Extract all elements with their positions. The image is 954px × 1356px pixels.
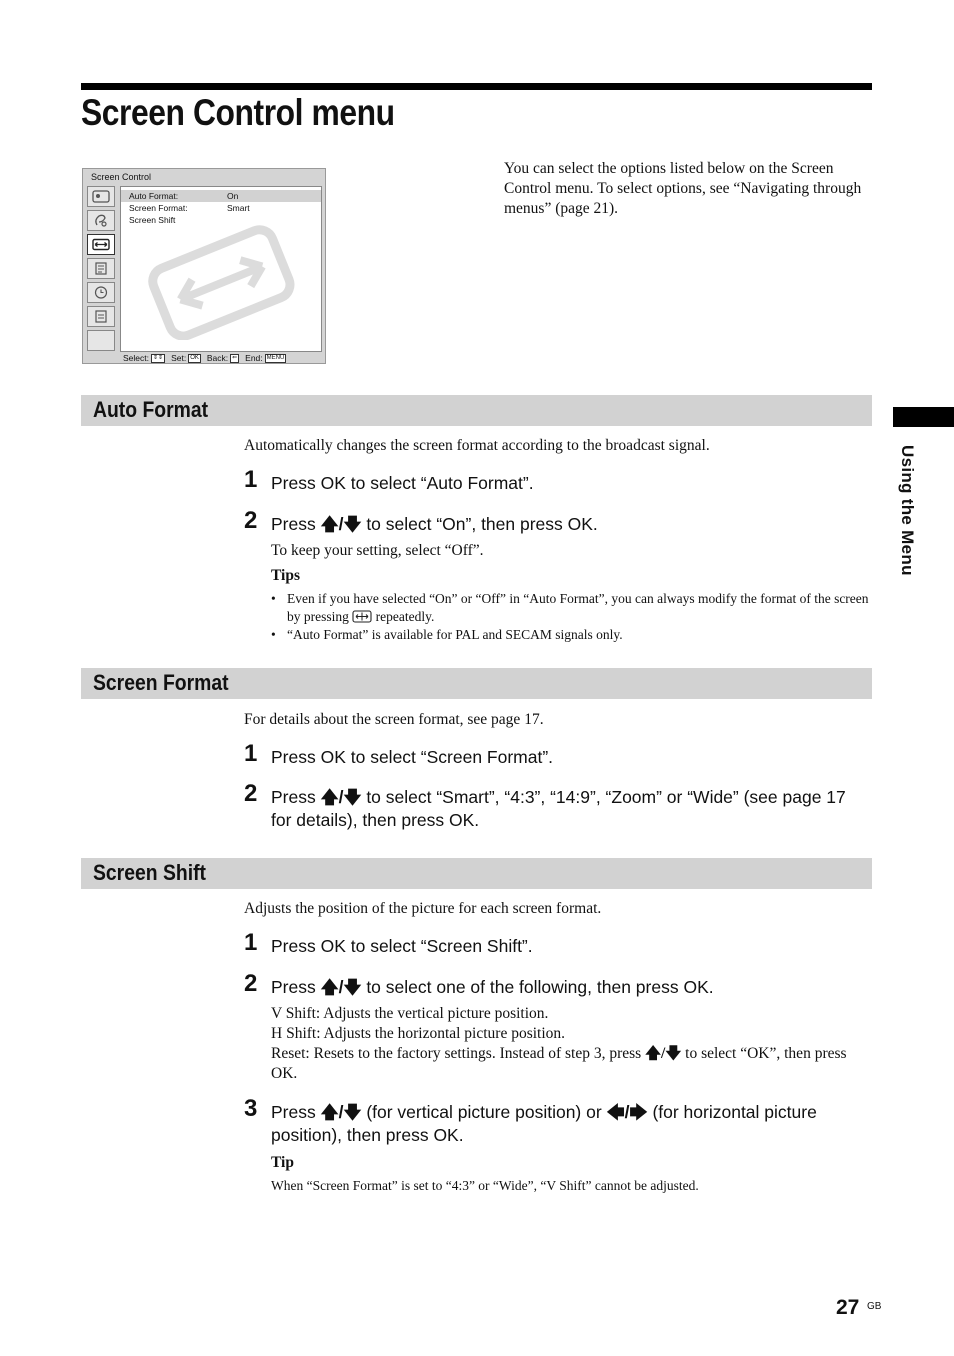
wide-mode-button-icon	[352, 610, 372, 623]
option-text-part: to select “OK”, then press OK.	[271, 1045, 847, 1082]
menu-row-label: Auto Format:	[129, 191, 179, 201]
menu-row-auto-format	[121, 190, 321, 202]
up-down-arrows-icon: 🡅/🡇	[320, 1102, 362, 1122]
step-text	[271, 976, 871, 999]
step-number: 1	[244, 929, 258, 956]
up-down-arrows-icon: 🡅/🡇	[320, 514, 362, 534]
tip-text: “Auto Format” is available for PAL and SECAM signals only.	[287, 627, 623, 642]
screen-control-icon	[87, 234, 115, 255]
tip-heading: Tip	[271, 1154, 294, 1171]
up-down-arrows-icon: 🡅/🡇	[320, 977, 362, 997]
screen-shift-description: Adjusts the position of the picture for each screen format.	[244, 900, 602, 917]
tip-item	[271, 590, 871, 626]
menu-key-icon: MENU	[266, 355, 285, 362]
step-text	[271, 1101, 871, 1147]
section-heading: Screen Format	[93, 670, 229, 695]
side-tab-marker	[893, 407, 954, 427]
pc-settings-icon	[87, 306, 115, 327]
up-down-arrows-icon: 🡅/🡇	[320, 787, 362, 807]
page-title: Screen Control menu	[81, 92, 395, 133]
step-text-part: to select “Smart”, “4:3”, “14:9”, “Zoom” or “Wide” (see page 17 for details), then press OK.	[271, 787, 846, 830]
step-number: 2	[244, 780, 258, 807]
tips-heading: Tips	[271, 567, 301, 584]
section-bar-screen-shift	[81, 858, 872, 889]
step-text-part: Press	[271, 514, 321, 534]
step-text-part: Press	[271, 1102, 321, 1122]
step-number: 2	[244, 507, 258, 534]
step-text-part: (for horizontal picture position), then press OK.	[271, 1102, 817, 1145]
section-bar-auto-format	[81, 395, 872, 426]
page-number-suffix: GB	[867, 1301, 882, 1312]
ok-key-icon: OK	[190, 355, 199, 362]
option-text-part: Reset: Resets to the factory settings. Instead of step 3, press	[271, 1045, 646, 1062]
left-right-arrows-icon: 🡄/🡆	[606, 1102, 648, 1122]
auto-format-description: Automatically changes the screen format according to the broadcast signal.	[244, 437, 710, 454]
back-key-icon: ⇐	[232, 355, 238, 362]
option-h-shift: H Shift: Adjusts the horizontal picture position.	[271, 1025, 566, 1042]
menu-row-label: Screen Shift	[129, 215, 176, 225]
step-number: 3	[244, 1095, 258, 1122]
step-number: 1	[244, 740, 258, 767]
option-reset	[271, 1044, 871, 1084]
up-down-arrows-icon: 🡅/🡇	[645, 1045, 682, 1062]
option-v-shift: V Shift: Adjusts the vertical picture position.	[271, 1005, 549, 1022]
footer-select-label: Select:	[123, 353, 149, 363]
step-text: Press OK to select “Screen Shift”.	[271, 936, 533, 956]
setup-icon	[87, 258, 115, 279]
menu-row-screen-format	[121, 202, 321, 214]
up-down-key-icon: ⇕⇕	[153, 355, 164, 362]
step-number: 1	[244, 466, 258, 493]
step-number: 2	[244, 970, 258, 997]
step-note: To keep your setting, select “Off”.	[271, 542, 484, 559]
section-bar-screen-format	[81, 668, 872, 699]
footer-back-label: Back:	[206, 353, 229, 363]
step-text-part: (for vertical picture position) or	[361, 1102, 607, 1122]
tip-item	[271, 626, 871, 644]
footer-end-label: End:	[245, 353, 263, 363]
side-tab-text: Using the Menu	[898, 445, 917, 576]
menu-panel	[120, 186, 322, 352]
tip-text: When “Screen Format” is set to “4:3” or “Wide”, “V Shift” cannot be adjusted.	[271, 1178, 699, 1193]
tip-text-part: Even if you have selected “On” or “Off” in “Auto Format”, you can always modify the format of the screen by pressing	[287, 591, 869, 624]
step-text	[271, 786, 871, 832]
step-text-part: to select one of the following, then press OK.	[361, 977, 714, 997]
picture-icon	[87, 186, 115, 207]
step-text-part: Press	[271, 977, 321, 997]
menu-row-label: Screen Format:	[129, 203, 188, 213]
menu-screenshot	[82, 168, 326, 364]
tip-text-part: repeatedly.	[372, 609, 435, 624]
screen-control-watermark-icon	[141, 225, 301, 340]
side-tab-label	[893, 445, 917, 585]
menu-icon-column	[87, 186, 117, 354]
top-rule	[81, 83, 872, 90]
timer-icon	[87, 282, 115, 303]
menu-row-value: On	[227, 191, 239, 201]
bullet: •	[271, 627, 276, 642]
step-text-part: to select “On”, then press OK.	[361, 514, 598, 534]
step-text	[271, 513, 871, 536]
bullet: •	[271, 591, 276, 606]
footer-set-label: Set:	[171, 353, 187, 363]
page-number: 27	[836, 1296, 860, 1319]
intro-paragraph: You can select the options listed below on the Screen Control menu. To select options, see “Navigating through menus” (page 21).	[504, 160, 862, 217]
screen-format-description: For details about the screen format, see page 17.	[244, 711, 544, 728]
step-text: Press OK to select “Screen Format”.	[271, 747, 554, 767]
tip-text	[287, 590, 871, 626]
menu-footer	[123, 353, 292, 363]
step-text: Press OK to select “Auto Format”.	[271, 473, 534, 493]
step-text-part: Press	[271, 787, 321, 807]
section-heading: Auto Format	[93, 397, 209, 422]
blank-menu-slot	[87, 330, 115, 351]
sound-icon	[87, 210, 115, 231]
menu-row-value: Smart	[227, 203, 250, 213]
section-heading: Screen Shift	[93, 860, 206, 885]
menu-title: Screen Control	[91, 172, 152, 182]
